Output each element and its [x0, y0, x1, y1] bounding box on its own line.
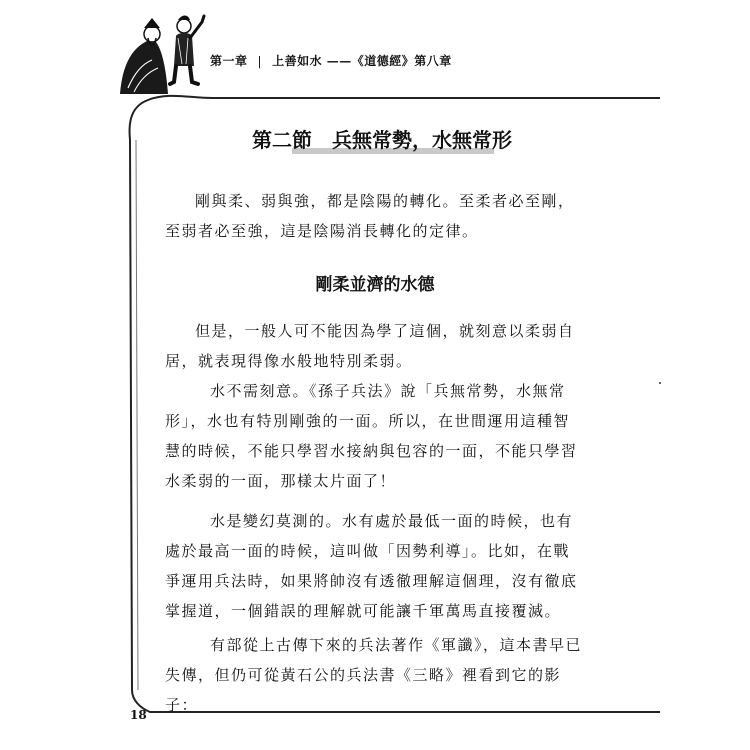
- running-header: [210, 52, 452, 69]
- paragraph: 剛與柔、弱與強，都是陰陽的轉化。至柔者必至剛，至弱者必至強，這是陰陽消長轉化的定律。: [165, 192, 575, 240]
- paragraph: 水不需刻意。《孫子兵法》說「兵無常勢，水無常形」，水也有特別剛強的一面。所以，在世間運用這種智慧的時候，不能只學習水接納與包容的一面，不能只學習水柔弱的一面，那樣太片面了！: [165, 382, 578, 490]
- paragraph: 有部從上古傳下來的兵法著作《軍讖》，這本書早已失傳，但仍可從黃石公的兵法書《三略》裡看到它的影子：: [165, 636, 583, 714]
- header-separator: |: [257, 54, 263, 68]
- section-title: 第二節 兵無常勢，水無常形: [252, 128, 512, 152]
- chapter-title: 上善如水 ——《道德經》第八章: [272, 54, 452, 68]
- paragraph: 水是變幻莫測的。水有處於最低一面的時候，也有處於最高一面的時候，這叫做「因勢利導」。比如，在戰爭運用兵法時，如果將帥沒有透徹理解這個理，沒有徹底掌握道，一個錯誤的理解就可能讓千軍萬馬直接覆滅。: [165, 512, 578, 620]
- paragraph: 但是，一般人可不能因為學了這個，就刻意以柔弱自居，就表現得像水般地特別柔弱。: [165, 322, 575, 370]
- ancient-figures-illustration: [112, 8, 212, 98]
- chapter-label: 第一章: [210, 54, 248, 68]
- page-number: 18: [130, 708, 147, 722]
- page-header: [0, 0, 750, 110]
- subheading: 剛柔並濟的水德: [315, 275, 435, 295]
